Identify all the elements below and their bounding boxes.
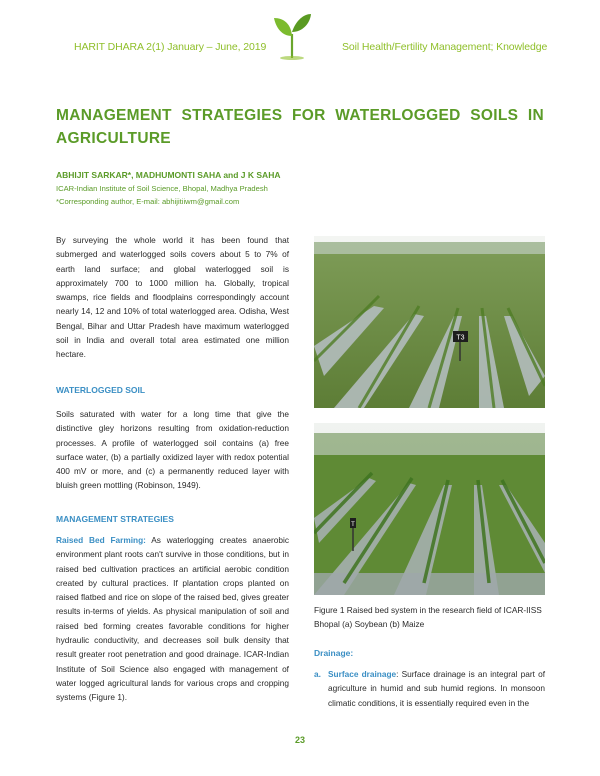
list-marker: a. (314, 669, 321, 679)
drainage-list-item (314, 667, 545, 710)
raised-bed-lead: Raised Bed Farming: (56, 535, 146, 545)
raised-bed-text: As waterlogging creates anaerobic environment plant roots can't survive in those conditions, but in raised bed cultivation practices an artificial aerobic condition created by cultural practices. If plantation crops planted on raised flatbed and rice on slope of the raised bed, gives greater results in-terms of yields. As physical manipulation of soil and raised bed forming creates favorable conditions for higher hydraulic conductivity, and decreases soil bulk density that result greater root penetration and good drainage. ICAR-Indian Institute of Soil Science also engaged with management of water logged agricultural lands for various crops and cropping systems (Figure 1). (56, 535, 289, 703)
surface-drainage-text (328, 667, 545, 710)
seedling-logo-icon (272, 12, 312, 60)
waterlogged-soil-paragraph: Soils saturated with water for a long time that give the distinctive gley horizons resulting from oxidation-reduction processes. A profile of waterlogged soil contains (a) free surface water, (b) a partially oxidized layer with redox potential 400 mV or more, and (c) a permanently reduced layer with bluish green mottling (Robinson, 1949). (56, 409, 289, 491)
surface-drainage-lead: Surface drainage (328, 669, 397, 679)
management-strategies-heading: MANAGEMENT STRATEGIES (56, 514, 174, 524)
surface-drainage-body: : Surface drainage is an integral part of agriculture in humid and sub humid regions. In monsoon climatic conditions, it is essentially required even in the (328, 669, 545, 708)
figure-caption: Figure 1 Raised bed system in the research field of ICAR-IISS Bhopal (a) Soybean (b) Maize (314, 605, 542, 629)
section-category: Soil Health/Fertility Management; Knowledge (342, 41, 548, 53)
intro-paragraph: By surveying the whole world it has been found that submerged and waterlogged soils covers about 5 to 7% of earth land surface; and global waterlogged soil is approximately 700 to 1000 million ha. Globally, tropical swamps, rice fields and floodplains correspondingly account nearly 14, 12 and 10% of total waterlogged area. Odisha, West Bengal, Bihar and Uttar Pradesh have maximum waterlogged soil in India and overall total area estimated one million hectare. (56, 235, 289, 360)
soybean-field-photo (314, 236, 545, 408)
waterlogged-soil-heading: WATERLOGGED SOIL (56, 385, 146, 395)
title-line-2: AGRICULTURE (56, 130, 171, 147)
authors: ABHIJIT SARKAR*, MADHUMONTI SAHA and J K SAHA (56, 170, 281, 180)
maize-field-photo (314, 423, 545, 595)
raised-bed-paragraph (56, 533, 289, 705)
drainage-heading: Drainage: (314, 648, 354, 658)
corresponding-email: *Corresponding author, E-mail: abhijitiiwm@gmail.com (56, 197, 240, 206)
affiliation: ICAR-Indian Institute of Soil Science, Bhopal, Madhya Pradesh (56, 184, 268, 193)
journal-issue: HARIT DHARA 2(1) January – June, 2019 (74, 41, 267, 53)
article-title (56, 104, 544, 150)
sign-t3: T3 (456, 334, 465, 342)
title-line-1: MANAGEMENT STRATEGIES FOR WATERLOGGED SOILS IN (56, 107, 544, 124)
sign-t: T (351, 522, 355, 528)
page-number: 23 (294, 735, 305, 745)
